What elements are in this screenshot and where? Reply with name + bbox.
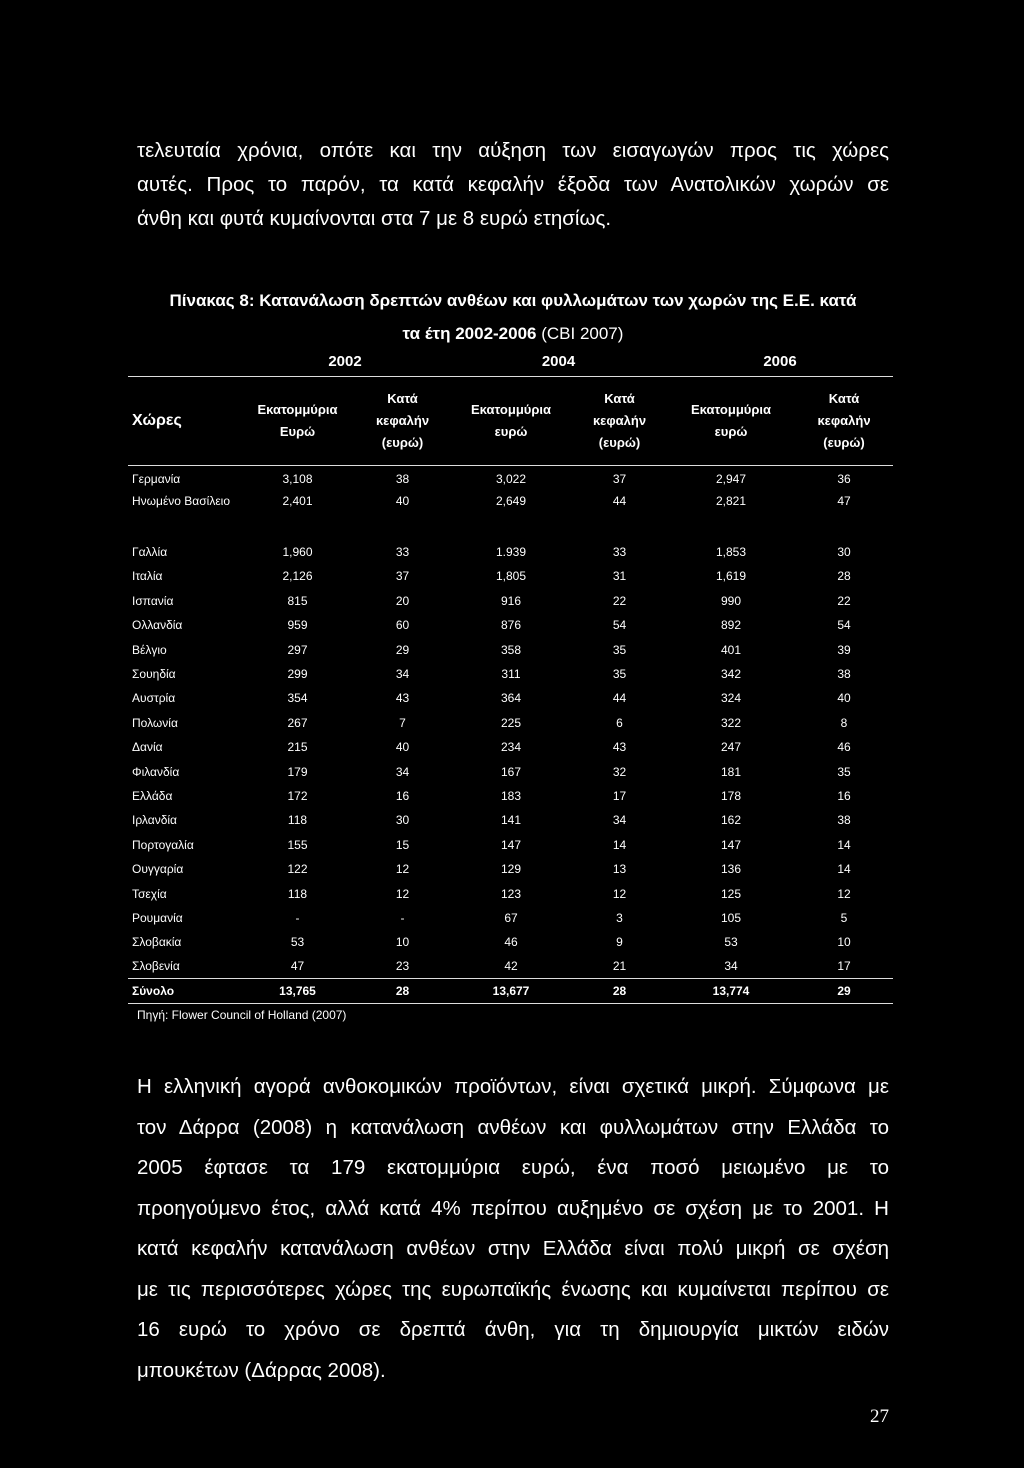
column-header [355,377,450,466]
value-cell: 1,960 [282,545,313,560]
table-row [128,564,893,588]
column-header-line: (ευρώ) [381,435,424,450]
value-cell: 13,765 [240,979,355,1004]
value-cell: 5 [840,910,848,925]
value-cell: 17 [837,959,851,974]
value-cell: 54 [612,618,627,633]
country-cell: Ισπανία [132,593,174,608]
value-cell: 35 [837,764,851,779]
country-cell: Γαλλία [132,545,168,560]
value-cell: 6 [616,715,623,730]
country-cell: Ρουμανία [132,910,183,925]
value-cell: 2,401 [282,493,313,508]
value-cell: 354 [287,691,308,706]
column-header-line: ευρώ [494,424,528,439]
column-header [667,377,795,466]
value-cell: 959 [287,618,308,633]
value-cell: 2,126 [282,569,313,584]
table-row [128,466,893,490]
value-cell: 53 [724,935,738,950]
value-cell: 28 [572,979,667,1004]
column-header-line: Εκατομμύρια [691,402,771,417]
table-row [128,711,893,735]
column-header-line: κεφαλήν [817,413,871,428]
value-cell: 1,853 [715,545,747,560]
value-cell: 12 [837,886,851,901]
value-cell: 30 [837,545,851,560]
column-header-line: Κατά [604,391,635,406]
value-cell: 162 [720,813,742,828]
value-cell: 3 [616,910,623,925]
column-header-line: (ευρώ) [598,435,641,450]
column-header-line: κεφαλήν [375,413,430,428]
value-cell: 167 [500,764,522,779]
column-header-line: Κατά [828,391,860,406]
table-row [128,686,893,710]
column-header [240,377,355,466]
country-cell: Σουηδία [132,667,176,682]
value-cell: 46 [837,740,851,755]
value-cell: 118 [287,813,308,828]
country-cell: Δανία [132,740,163,755]
table-row [128,759,893,783]
value-cell: 33 [395,545,410,560]
value-cell: 155 [287,837,308,852]
value-cell: 125 [720,886,742,901]
value-cell: 38 [395,471,410,486]
country-cell: Ολλανδία [132,618,183,633]
table-row [128,490,893,540]
value-cell: - [295,910,300,925]
value-cell: 123 [500,886,522,901]
value-cell: 28 [355,979,450,1004]
value-cell: 34 [395,764,410,779]
table-row [128,857,893,881]
value-cell: 815 [287,593,308,608]
value-cell: 37 [612,471,627,486]
value-cell: 297 [287,642,308,657]
value-cell: 29 [795,979,893,1004]
value-cell: 3,108 [282,471,313,486]
country-cell: Πολωνία [132,715,178,730]
country-cell: Ελλάδα [132,788,173,803]
value-cell: 40 [837,691,851,706]
value-cell: 234 [500,740,522,755]
intro-paragraph [137,134,889,236]
value-cell: 34 [395,667,410,682]
table-row [128,637,893,661]
table-row [128,906,893,930]
value-cell: 990 [720,593,742,608]
value-cell: 118 [287,886,308,901]
country-cell: Σύνολο [128,979,240,1004]
value-cell: 247 [720,740,742,755]
country-cell: Ιρλανδία [132,813,177,828]
value-cell: 267 [287,715,308,730]
value-cell: 13 [612,862,627,877]
value-cell: 122 [287,862,308,877]
value-cell: 324 [720,691,742,706]
value-cell: 2,821 [715,493,747,508]
body-line: με τις περισσότερες χώρες της ευρωπαϊκής ένωσης και κυμαίνεται περίπου σε [137,1277,889,1301]
value-cell: - [400,910,405,925]
value-cell: 35 [612,667,627,682]
value-cell: 53 [290,935,305,950]
value-cell: 34 [724,959,738,974]
table-row [128,881,893,905]
value-cell: 31 [612,569,627,584]
value-cell: 7 [399,715,406,730]
table-row [128,979,893,1004]
caption-years: τα έτη 2002-2006 [402,324,537,343]
body-line: 16 ευρώ το χρόνο σε δρεπτά άνθη, για τη δημιουργία μικτών ειδών [137,1318,889,1341]
value-cell: 2,649 [495,493,527,508]
value-cell: 17 [612,788,627,803]
column-header-line: Κατά [387,391,418,406]
table-row [128,955,893,979]
value-cell: 876 [500,618,522,633]
value-cell: 136 [720,862,742,877]
value-cell: 47 [837,493,851,508]
country-cell: Ηνωμένο Βασίλειο [132,493,231,508]
country-cell: Αυστρία [132,691,176,706]
value-cell: 21 [612,959,627,974]
table-row [128,808,893,832]
value-cell: 215 [287,740,308,755]
value-cell: 44 [612,691,627,706]
country-cell: Πορτογαλία [132,837,194,852]
table-row [128,833,893,857]
intro-line: τελευταία χρόνια, οπότε και την αύξηση των εισαγωγών προς τις χώρες [137,139,889,162]
value-cell: 16 [395,788,410,803]
country-column-header: Χώρες [128,377,240,466]
table-row [128,735,893,759]
value-cell: 36 [837,471,851,486]
column-header-line: κεφαλήν [592,413,647,428]
value-cell: 9 [616,935,623,950]
table-row [128,589,893,613]
table-row [128,662,893,686]
value-cell: 22 [612,593,627,608]
table-row [128,613,893,637]
value-cell: 14 [837,862,851,877]
year-header: 2002 [240,346,450,377]
body-line: κατά κεφαλήν κατανάλωση ανθέων στην Ελλάδα είναι πολύ μικρή σε σχέση [137,1237,889,1260]
body-paragraph [137,1067,889,1391]
table-row [128,540,893,564]
value-cell: 358 [500,642,522,657]
table-caption [137,284,889,350]
value-cell: 35 [612,642,627,657]
page-number: 27 [870,1406,889,1427]
value-cell: 141 [500,813,522,828]
country-cell: Βέλγιο [132,642,167,657]
value-cell: 20 [395,593,410,608]
value-cell: 40 [395,493,410,508]
value-cell: 13,774 [667,979,795,1004]
value-cell: 12 [395,886,410,901]
value-cell: 38 [837,813,851,828]
caption-source: (CBI 2007) [536,324,624,343]
body-line: μπουκέτων (Δάρρας 2008). [137,1358,386,1382]
country-cell: Ιταλία [132,569,163,584]
value-cell: 364 [500,691,522,706]
country-cell: Γερμανία [132,471,181,486]
value-cell: 10 [837,935,851,950]
value-cell: 29 [395,642,410,657]
country-cell: Ουγγαρία [132,862,184,877]
value-cell: 14 [837,837,851,852]
year-header: 2006 [667,346,893,377]
value-cell: 33 [612,545,627,560]
value-cell: 43 [395,691,410,706]
value-cell: 2,947 [715,471,747,486]
value-cell: 916 [500,593,522,608]
value-cell: 147 [500,837,522,852]
intro-line: άνθη και φυτά κυμαίνονται στα 7 με 8 ευρώ ετησίως. [137,207,612,230]
value-cell: 37 [395,569,410,584]
source-note: Πηγή: Flower Council of Holland (2007) [137,1008,347,1022]
value-cell: 47 [290,959,305,974]
caption-line-1: Πίνακας 8: Κατανάλωση δρεπτών ανθέων και φυλλωμάτων των χωρών της Ε.Ε. κατά [169,291,857,310]
value-cell: 38 [837,667,851,682]
value-cell: 54 [837,618,851,633]
value-cell: 43 [612,740,627,755]
value-cell: 179 [287,764,308,779]
table-row [128,930,893,954]
value-cell: 13,677 [450,979,572,1004]
country-cell: Σλοβακία [132,935,182,950]
body-line: τον Δάρρα (2008) η κατανάλωση ανθέων και φυλλωμάτων στην Ελλάδα το [137,1115,889,1139]
value-cell: 67 [504,910,518,925]
value-cell: 46 [504,935,518,950]
value-cell: 322 [720,715,742,730]
value-cell: 39 [837,642,851,657]
value-cell: 32 [612,764,627,779]
value-cell: 892 [720,618,742,633]
value-cell: 105 [720,910,742,925]
value-cell: 34 [612,813,627,828]
column-header [450,377,572,466]
value-cell: 401 [720,642,742,657]
value-cell: 23 [395,959,410,974]
value-cell: 60 [395,618,410,633]
value-cell: 30 [395,813,410,828]
value-cell: 42 [504,959,518,974]
body-line: Η ελληνική αγορά ανθοκομικών προϊόντων, είναι σχετικά μικρή. Σύμφωνα με [137,1075,889,1098]
value-cell: 311 [501,667,521,682]
value-cell: 44 [612,493,627,508]
column-header-line: Εκατομμύρια [471,402,551,417]
value-cell: 8 [840,715,848,730]
value-cell: 1.939 [495,545,527,560]
value-cell: 1,619 [715,569,747,584]
column-header [795,377,893,466]
value-cell: 225 [500,715,522,730]
country-cell: Σλοβενία [132,959,180,974]
value-cell: 14 [612,837,627,852]
column-header [572,377,667,466]
value-cell: 12 [612,886,627,901]
value-cell: 40 [395,740,410,755]
value-cell: 28 [837,569,851,584]
value-cell: 12 [395,862,410,877]
value-cell: 178 [720,788,742,803]
table-row [128,784,893,808]
value-cell: 181 [720,764,742,779]
body-line: 2005 έφτασε τα 179 εκατομμύρια ευρώ, ένα ποσό μειωμένο με το [137,1156,889,1179]
value-cell: 183 [500,788,522,803]
column-header-line: Ευρώ [279,424,316,439]
value-cell: 299 [287,667,308,682]
column-header-line: (ευρώ) [823,435,865,450]
country-cell: Τσεχία [132,886,167,901]
consumption-table [128,346,893,1004]
value-cell: 129 [500,862,522,877]
value-cell: 16 [837,788,851,803]
value-cell: 3,022 [495,471,527,486]
value-cell: 22 [837,593,851,608]
body-line: προηγούμενο έτος, αλλά κατά 4% περίπου αυξημένο σε σχέση με το 2001. Η [137,1196,889,1220]
column-header-line: ευρώ [714,424,748,439]
value-cell: 172 [287,788,308,803]
column-header-line: Εκατομμύρια [257,402,338,417]
value-cell: 1,805 [495,569,527,584]
intro-line: αυτές. Προς το παρόν, τα κατά κεφαλήν έξοδα των Ανατολικών χωρών σε [137,173,889,196]
value-cell: 10 [395,935,410,950]
year-header: 2004 [450,346,667,377]
value-cell: 342 [720,667,742,682]
value-cell: 147 [720,837,742,852]
country-cell: Φιλανδία [132,764,180,779]
value-cell: 15 [395,837,410,852]
